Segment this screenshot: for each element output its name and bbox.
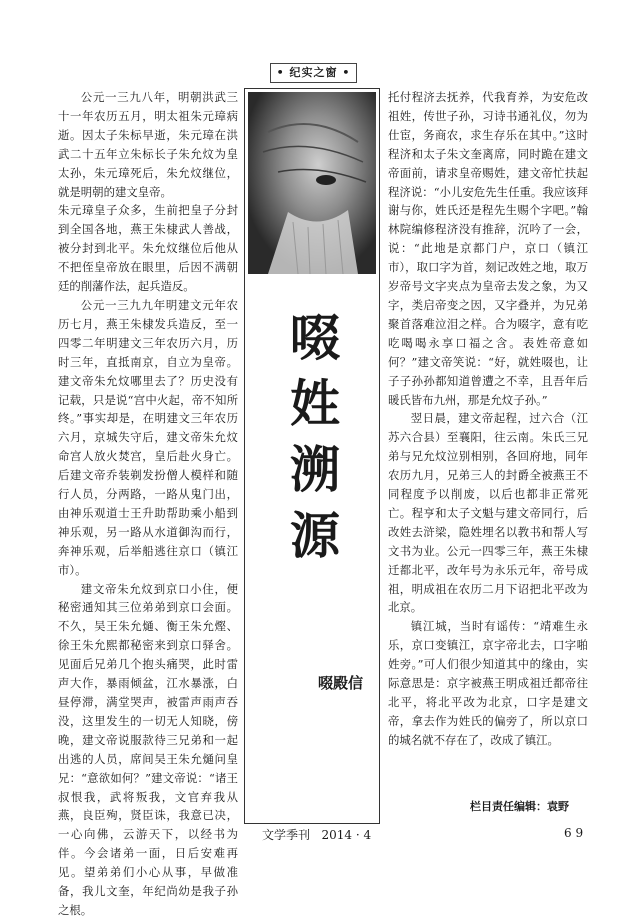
editor-credit: 栏目责任编辑：袁野: [470, 800, 569, 813]
paragraph: 公元一三九八年，明朝洪武三十一年农历五月，明太祖朱元璋病逝。因太子朱标早逝，朱元璋在洪武二十五年立朱标长子朱允炆为皇太孙，朱元璋死后，朱允炆继位，就是明朝的建文皇帝。: [58, 90, 238, 199]
footer-publication: [262, 826, 371, 843]
author-name: 啜殿信: [318, 674, 364, 692]
title-character: 源: [290, 507, 340, 565]
section-tag: • 纪实之窗 •: [270, 63, 357, 83]
page-number: 6 9: [564, 826, 584, 840]
title-character: 姓: [290, 375, 340, 433]
issue-number: 2014 · 4: [321, 828, 372, 842]
title-character: 啜: [290, 309, 340, 367]
paragraph: 朱元璋皇子众多，生前把皇子分封到全国各地，燕王朱棣武人善战，被分封到北平。朱允炆继位后他从不把侄皇帝放在眼里，后因不满朝廷的削藩作法，起兵造反。: [58, 203, 238, 294]
portrait-illustration: [248, 92, 376, 274]
paragraph: 公元一三九九年明建文元年农历七月，燕王朱棣发兵造反，至一四零二年明建文三年农历六月，历时三年，直抵南京，自立为皇帝。建文帝朱允炆哪里去了？历史没有记载，只是说“宫中火起，帝不知所终。”事实却是，在明建文三年农历六月，京城失守后，建文帝朱允炆命宫人放火焚宫，皇后赴火身亡。后建文帝乔装剃发扮僧人模样和随行人员，分两路，一路从鬼门出，由神乐观道士王升助帮助乘小船到神乐观，另一路从水道御沟而行，奔神乐观，后举船逃往京口（镇江市）。: [58, 297, 238, 577]
paragraph: 建文帝朱允炆到京口小住，便秘密通知其三位弟弟到京口会面。不久，吴王朱允熥、衡王朱允熞、徐王朱允熙都秘密来到京口驿舍。见面后兄弟几个抱头痛哭，此时雷声大作，暴雨倾盆，江水暴涨，白昼停滞，满堂哭声，被雷声雨声吞没，这里发生的一切无人知晓，傍晚，建文帝说服款待三兄弟和一起出逃的人员，席间吴王朱允熥问皇兄：“意欲如何？”建文帝说：“诸王叔恨我，武将叛我，文官弃我从燕，良臣殉，贤臣诛，我意已决，一心向佛，云游天下，以经书为伴。今会诸弟一面，日后安难再见。望弟弟们小心从事，早做准备，我儿文奎，年纪尚幼是我子孙之根。: [58, 581, 238, 917]
paragraph: 翌日晨，建文帝起程，过六合（江苏六合县）至襄阳，往云南。朱氏三兄弟与兄允炆泣别相别，各回府地，同年农历九月，兄弟三人的封爵全被燕王不同程度予以削废，以后也都非正常死亡。程亨和太子文魁与建文帝同行，后改姓去浒梁，隐姓埋名以教书和帮人写文书为业。公元一四零三年，燕王朱棣迁都北平，改年号为永乐元年，帝号成祖，明成祖在农历二月下诏把北平改为北京。: [388, 411, 588, 615]
magazine-name: 文学季刊: [262, 828, 311, 842]
paragraph: 托付程济去抚养，代我育养，为安危改祖姓，传世子孙，习诗书通礼仪，勿为仕宦，务商农，求生存乐在其中。”这时程济和太子朱文奎离席，同时跪在建文帝面前，请求皇帝赐姓，建文帝忙扶起程济说：“小儿安危先生任重。我应该拜谢与你，姓氏还是程先生赐个字吧。”翰林院编修程济没有推辞，沉吟了一会，说：“此地是京都门户，京口（镇江市），取口字为首，刻记改姓之地，取万岁帝号文字夹点为皇帝去发之象，为又字，类启帝变之因，又字叠并，为兄弟聚首落难泣泪之样。合为啜字，意有吃吃喝喝永享口福之含。表姓帝意如何？”建文帝笑说：“好，就姓啜也，让子子孙孙都知道曾遭之不幸，且吾年后暖氏皆布九州，那是允炆子孙。”: [388, 90, 588, 407]
article-right-column: [388, 88, 588, 750]
article-left-column: [58, 88, 238, 920]
title-character: 溯: [290, 441, 340, 499]
paragraph: 镇江城，当时有谣传：“靖难生永乐，京口变镇江，京字帝北去，口字啪姓旁。”可人们很少知道其中的缘由，实际意思是：京字被燕王明成祖迁都帝往北平，将北平改为北京，口字是建文帝，拿去作为姓氏的偏旁了，所以京口的城名就不存在了，改成了镇江。: [388, 619, 588, 747]
elder-portrait-photo: [248, 92, 376, 274]
